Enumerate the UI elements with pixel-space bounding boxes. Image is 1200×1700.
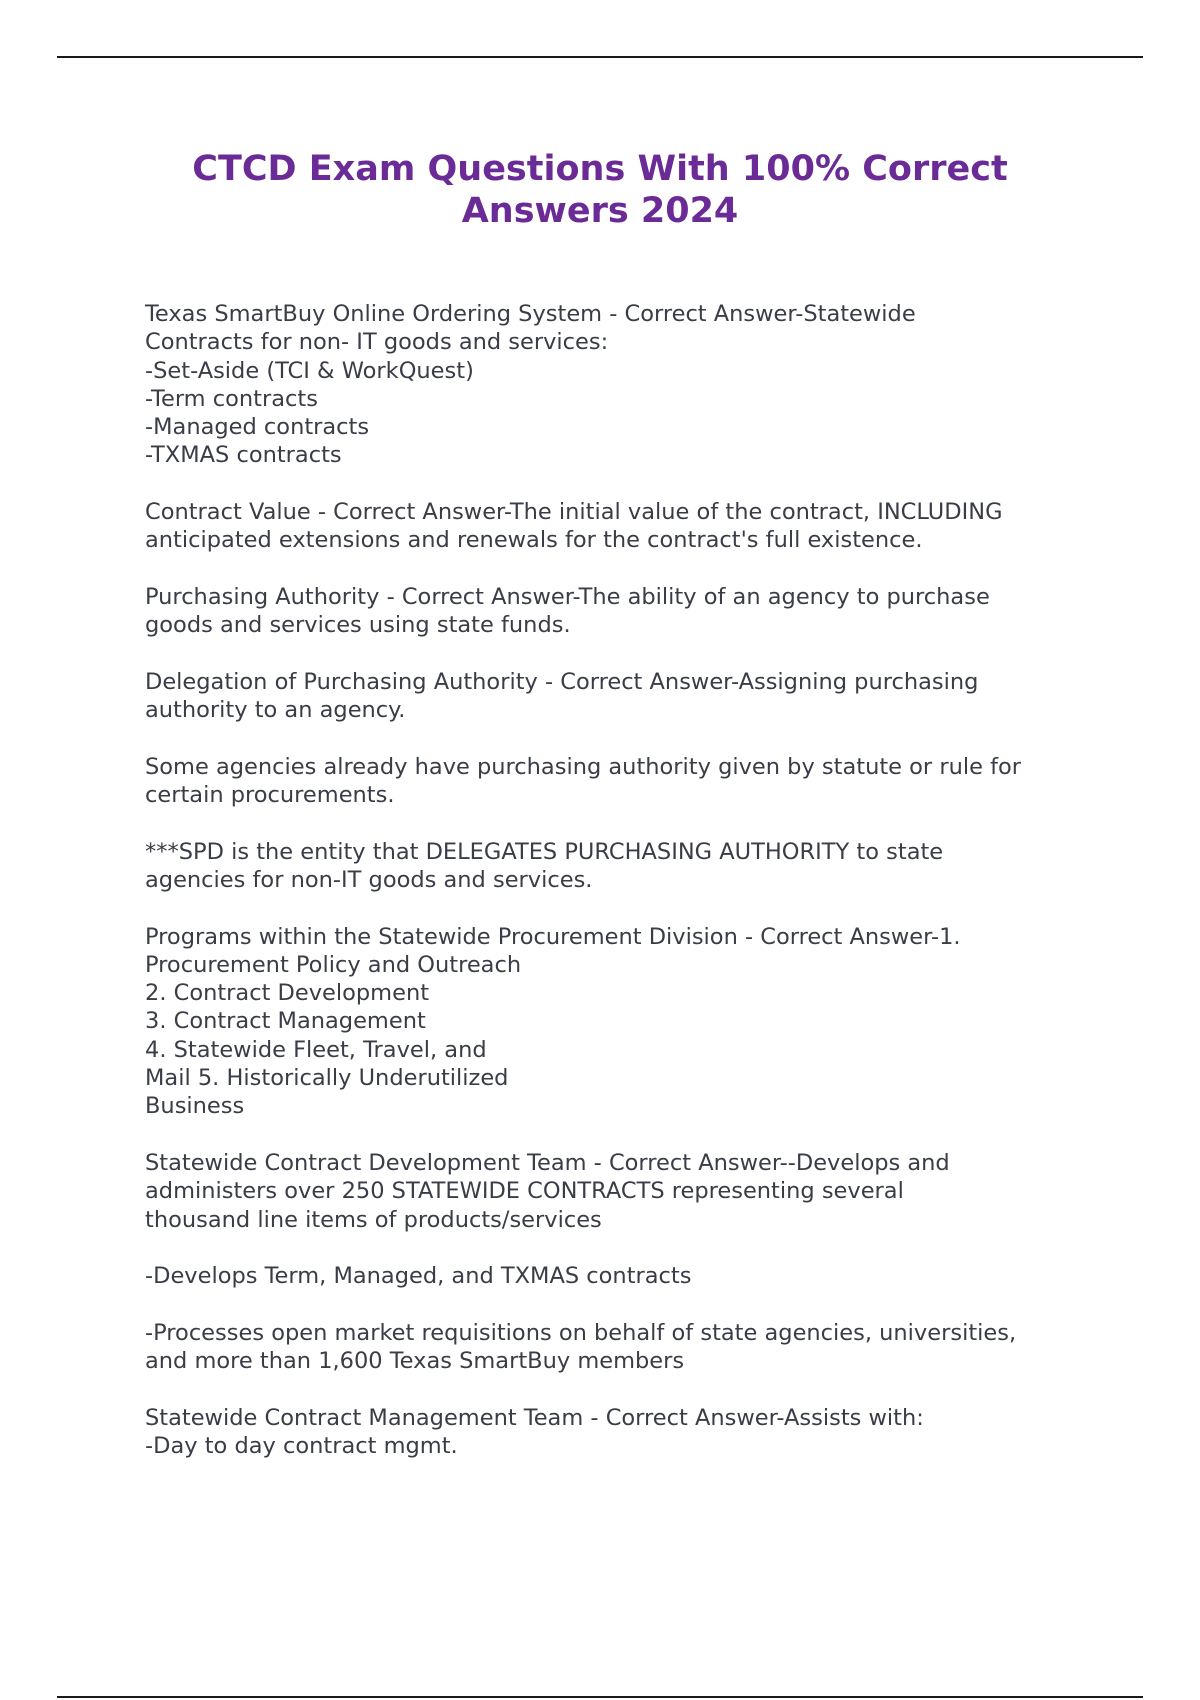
- text-line: Some agencies already have purchasing authority given by statute or rule for: [145, 753, 1022, 780]
- paragraph-texas-smartbuy: [145, 300, 1105, 470]
- text-line: Statewide Contract Management Team - Correct Answer-Assists with:: [145, 1404, 924, 1431]
- paragraph-open-market: [145, 1319, 1105, 1376]
- list-item: Mail 5. Historically Underutilized: [145, 1065, 509, 1092]
- list-item: 3. Contract Management: [145, 1008, 426, 1035]
- list-item: -Managed contracts: [145, 414, 370, 441]
- paragraph-programs: [145, 923, 1105, 1121]
- text-line: administers over 250 STATEWIDE CONTRACTS representing several: [145, 1178, 904, 1205]
- text-line: thousand line items of products/services: [145, 1206, 602, 1233]
- text-line: agencies for non-IT goods and services.: [145, 866, 593, 893]
- document-body: [145, 300, 1105, 1460]
- list-item: -Set-Aside (TCI & WorkQuest): [145, 357, 474, 384]
- top-divider: [57, 56, 1143, 58]
- text-line: Delegation of Purchasing Authority - Correct Answer-Assigning purchasing: [145, 668, 979, 695]
- paragraph-purchasing-authority: [145, 583, 1105, 640]
- text-line: Texas SmartBuy Online Ordering System - Correct Answer-Statewide: [145, 301, 916, 327]
- text-line: -Processes open market requisitions on behalf of state agencies, universities,: [145, 1319, 1017, 1346]
- text-line: Purchasing Authority - Correct Answer-The ability of an agency to purchase: [145, 583, 990, 610]
- bottom-divider: [57, 1696, 1143, 1698]
- text-line: authority to an agency.: [145, 697, 406, 724]
- title-line-2: Answers 2024: [461, 191, 739, 231]
- list-item: 2. Contract Development: [145, 980, 430, 1007]
- text-line: ***SPD is the entity that DELEGATES PURCHASING AUTHORITY to state: [145, 838, 944, 865]
- document-title: [150, 148, 1050, 232]
- list-item: -Term contracts: [145, 385, 318, 412]
- list-item: -Day to day contract mgmt.: [145, 1432, 458, 1459]
- paragraph-some-agencies: [145, 753, 1105, 810]
- text-line: goods and services using state funds.: [145, 612, 571, 639]
- list-item: Business: [145, 1093, 245, 1120]
- paragraph-contract-value: [145, 498, 1105, 555]
- text-line: Contract Value - Correct Answer-The initial value of the contract, INCLUDING: [145, 499, 1003, 526]
- paragraph-develops-contracts: [145, 1262, 1105, 1290]
- text-line: Statewide Contract Development Team - Correct Answer--Develops and: [145, 1149, 950, 1176]
- list-item: -TXMAS contracts: [145, 442, 342, 469]
- paragraph-spd-note: [145, 838, 1105, 895]
- text-line: Contracts for non- IT goods and services:: [145, 329, 609, 356]
- list-item: 4. Statewide Fleet, Travel, and: [145, 1036, 487, 1063]
- paragraph-contract-management-team: [145, 1404, 1105, 1461]
- list-item: Procurement Policy and Outreach: [145, 951, 522, 978]
- paragraph-delegation: [145, 668, 1105, 725]
- text-line: certain procurements.: [145, 782, 395, 809]
- text-line: and more than 1,600 Texas SmartBuy members: [145, 1347, 685, 1374]
- paragraph-contract-development-team: [145, 1149, 1105, 1234]
- text-line: anticipated extensions and renewals for the contract's full existence.: [145, 527, 923, 554]
- text-line: -Develops Term, Managed, and TXMAS contracts: [145, 1263, 692, 1290]
- text-line: Programs within the Statewide Procurement Division - Correct Answer-1.: [145, 923, 961, 950]
- title-line-1: CTCD Exam Questions With 100% Correct: [192, 149, 1008, 189]
